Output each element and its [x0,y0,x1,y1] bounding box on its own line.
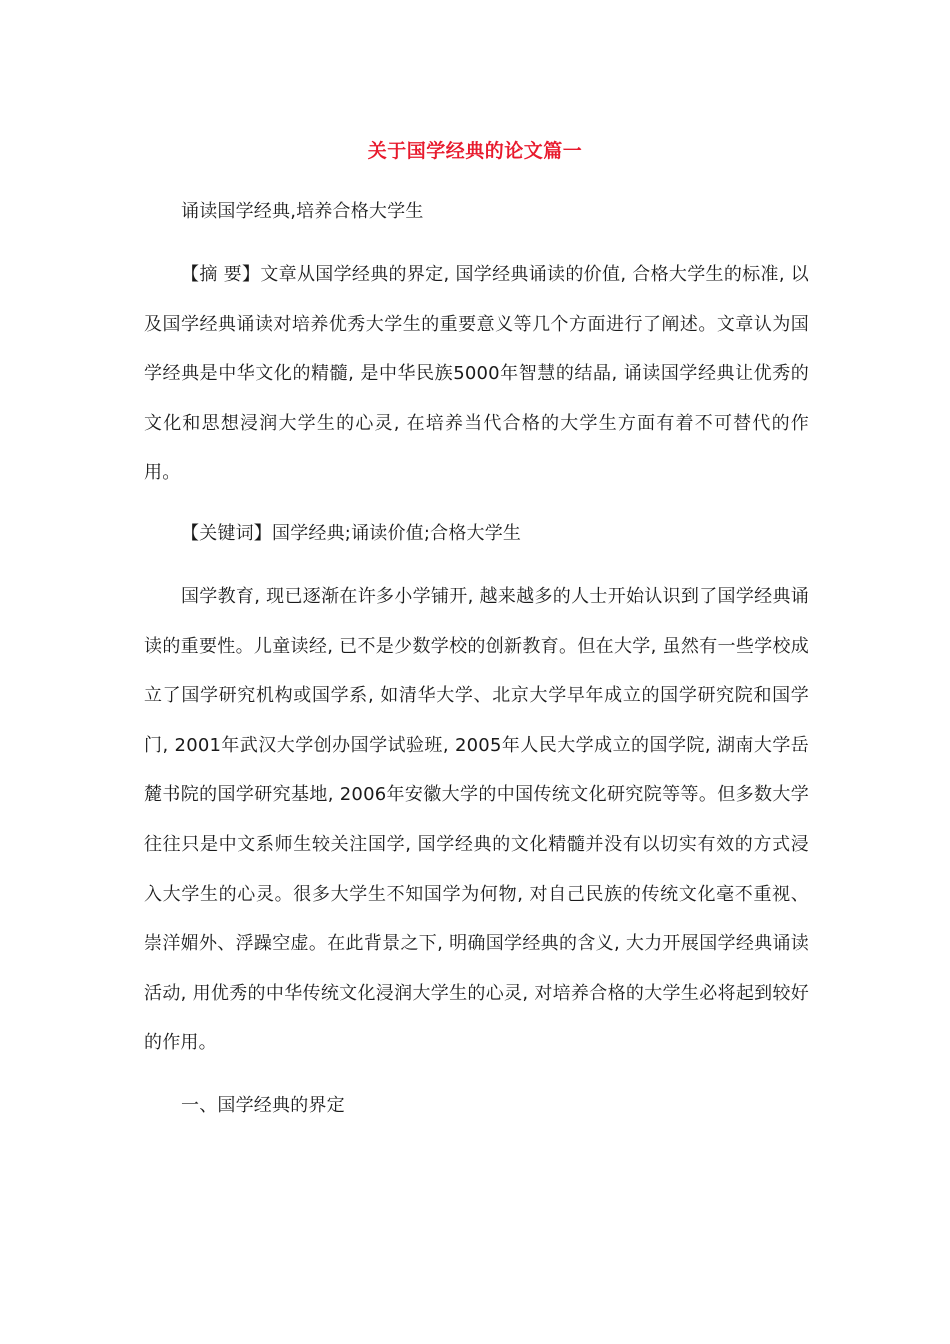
keywords-paragraph: 【关键词】国学经典;诵读价值;合格大学生 [181,523,522,544]
document-title: 关于国学经典的论文篇一 [367,140,583,162]
body-paragraph: 国学教育, 现已逐渐在许多小学铺开, 越来越多的人士开始认识到了国学经典诵读的重要性。儿童读经, 已不是少数学校的创新教育。但在大学, 虽然有一些学校成立了国学研究机构或国学系, 如清华大学、北京大学早年成立的国学研究院和国学门, 2001年武汉大学创办国学试验班, 2005年人民大学成立的国学院, 湖南大学岳麓书院的国学研究基地, 2006年安徽大学的中国传统文化研究院等等。但多数大学往往只是中文系师生较关注国学, 国学经典的文化精髓并没有以切实有效的方式浸入大学生的心灵。很多大学生不知国学为何物, 对自己民族的传统文化毫不重视、崇洋媚外、浮躁空虚。在此背景之下, 明确国学经典的含义, 大力开展国学经典诵读活动, 用优秀的中华传统文化浸润大学生的心灵, 对培养合格的大学生必将起到较好的作用。 [144,586,809,1054]
abstract-paragraph: 【摘 要】文章从国学经典的界定, 国学经典诵读的价值, 合格大学生的标准, 以及国学经典诵读对培养优秀大学生的重要意义等几个方面进行了阐述。文章认为国学经典是中华文化的精髓, 是中华民族5000年智慧的结晶, 诵读国学经典让优秀的文化和思想浸润大学生的心灵, 在培养当代合格的大学生方面有着不可替代的作用。 [144,264,809,484]
article-subtitle: 诵读国学经典,培养合格大学生 [181,201,424,222]
section-heading: 一、国学经典的界定 [181,1095,345,1116]
